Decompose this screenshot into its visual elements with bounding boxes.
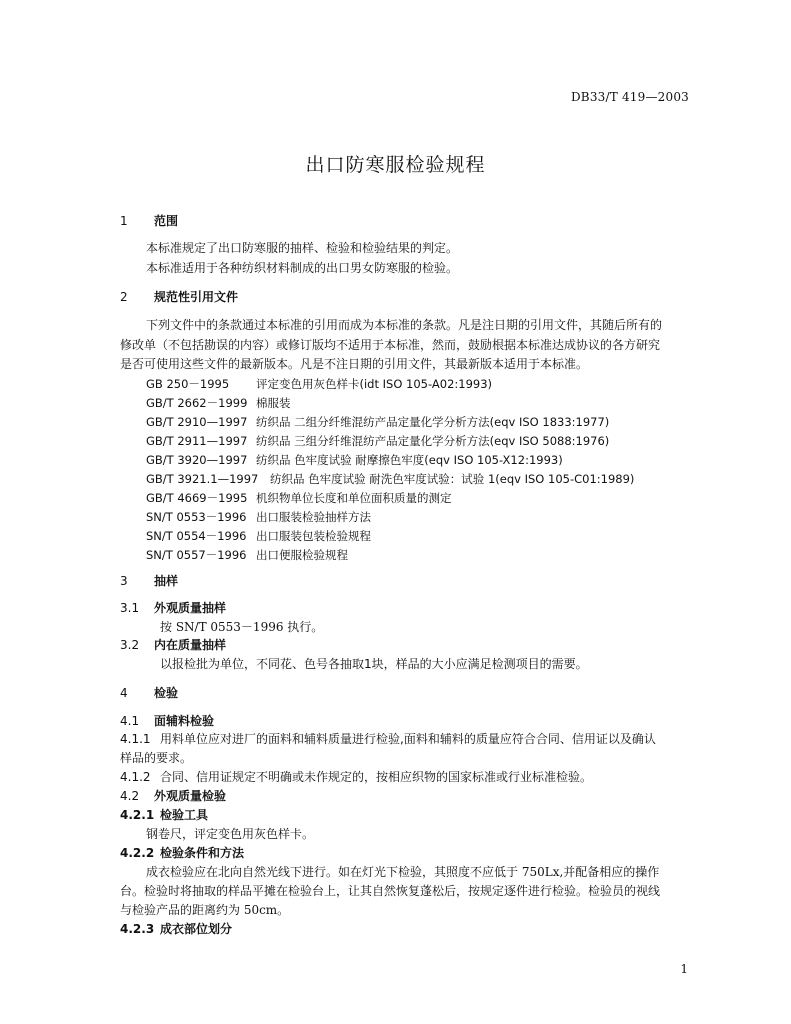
section-4-heading: 4 检验 <box>120 686 179 700</box>
reference-item: GB/T 3920—1997 纺织品 色牢度试验 耐摩擦色牢度(eqv ISO 105-X12:1993) <box>146 453 563 467</box>
section-1-paragraph-1: 本标准规定了出口防寒服的抽样、检验和检验结果的判定。 <box>146 241 459 255</box>
reference-item: SN/T 0553－1996 出口服装检验抽样方法 <box>146 510 371 524</box>
section-4-2-1-text: 钢卷尺，评定变色用灰色样卡。 <box>146 827 315 841</box>
section-4-1-1-line-1: 4.1.1 用料单位应对进厂的面料和辅料质量进行检验,面料和辅料的质量应符合合同、信用证以及确认 <box>120 732 656 746</box>
reference-item: SN/T 0557－1996 出口便服检验规程 <box>146 548 348 562</box>
reference-item: GB/T 4669－1995 机织物单位长度和单位面积质量的测定 <box>146 491 452 505</box>
reference-item: GB/T 2911—1997 纺织品 三组分纤维混纺产品定量化学分析方法(eqv ISO 5088:1976) <box>146 434 610 448</box>
section-2-paragraph-line-3: 是否可使用这些文件的最新版本。凡是不注日期的引用文件，其最新版本适用于本标准。 <box>120 357 589 371</box>
section-1-paragraph-2: 本标准适用于各种纺织材料制成的出口男女防寒服的检验。 <box>146 261 459 275</box>
section-4-2-1-heading: 4.2.1 检验工具 <box>120 808 209 822</box>
reference-item: GB/T 2662－1999 棉服装 <box>146 396 291 410</box>
reference-item: SN/T 0554－1996 出口服装包装检验规程 <box>146 529 371 543</box>
section-4-2-2-line-1: 成衣检验应在北向自然光线下进行。如在灯光下检验，其照度不应低于 750Lx,并配备相应的操作 <box>146 865 660 879</box>
reference-item: GB/T 3921.1—1997 纺织品 色牢度试验 耐洗色牢度试验：试验 1(eqv ISO 105-C01:1989) <box>146 472 635 486</box>
section-4-2-2-heading: 4.2.2 检验条件和方法 <box>120 846 245 860</box>
section-3-2-text: 以报检批为单位，不同花、色号各抽取1块，样品的大小应满足检测项目的需要。 <box>160 657 588 671</box>
section-4-2-3-heading: 4.2.3 成衣部位划分 <box>120 922 233 936</box>
section-4-2-2-line-3: 与检验产品的距离约为 50cm。 <box>120 903 290 917</box>
section-3-2-heading: 3.2 内在质量抽样 <box>120 638 227 652</box>
section-2-paragraph-line-1: 下列文件中的条款通过本标准的引用而成为本标准的条款。凡是注日期的引用文件，其随后所有的 <box>146 318 663 332</box>
section-4-1-heading: 4.1 面辅料检验 <box>120 714 215 728</box>
section-1-heading: 1 范围 <box>120 214 179 228</box>
section-4-1-1-line-2: 样品的要求。 <box>120 751 193 765</box>
section-4-2-heading: 4.2 外观质量检验 <box>120 789 227 803</box>
reference-item: GB/T 2910—1997 纺织品 二组分纤维混纺产品定量化学分析方法(eqv ISO 1833:1977) <box>146 415 610 429</box>
reference-item: GB 250－1995 评定变色用灰色样卡(idt ISO 105-A02:1993) <box>146 377 493 391</box>
section-3-1-text: 按 SN/T 0553－1996 执行。 <box>160 620 324 634</box>
section-2-paragraph-line-2: 修改单（不包括勘误的内容）或修订版均不适用于本标准，然而，鼓励根据本标准达成协议的各方研究 <box>120 338 661 352</box>
section-4-2-2-line-2: 台。检验时将抽取的样品平摊在检验台上，让其自然恢复蓬松后，按规定逐件进行检验。检验员的视线 <box>120 884 661 898</box>
document-title: 出口防寒服检验规程 <box>305 154 486 176</box>
section-3-heading: 3 抽样 <box>120 574 179 588</box>
section-2-heading: 2 规范性引用文件 <box>120 290 239 304</box>
standard-code: DB33/T 419—2003 <box>570 90 689 104</box>
section-3-1-heading: 3.1 外观质量抽样 <box>120 601 227 615</box>
page-number: 1 <box>680 962 688 976</box>
section-4-1-2: 4.1.2 合同、信用证规定不明确或未作规定的，按相应织物的国家标准或行业标准检验。 <box>120 770 593 784</box>
